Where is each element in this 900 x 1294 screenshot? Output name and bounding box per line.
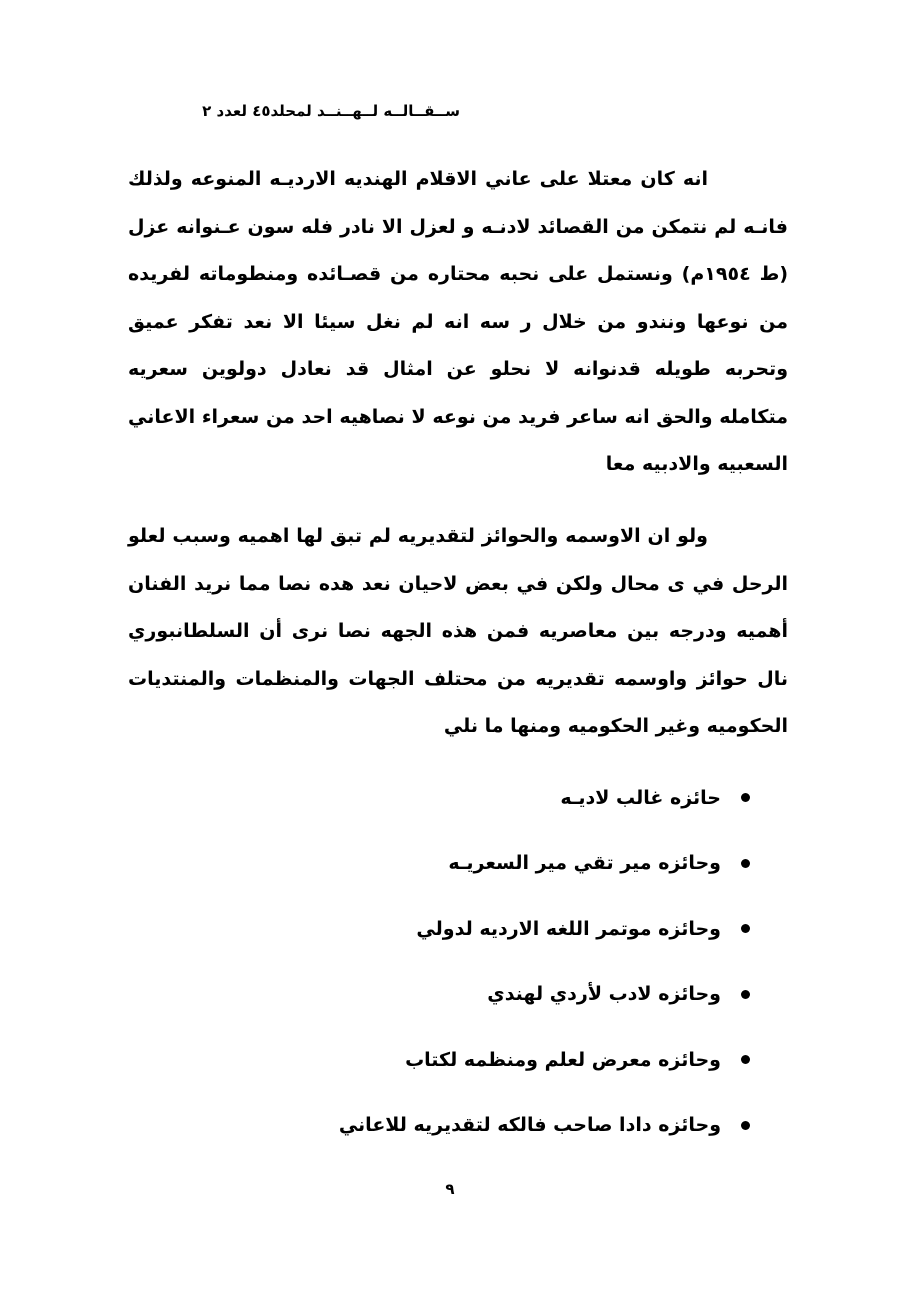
bullet-icon <box>741 1121 750 1130</box>
paragraph-1-text: انه كان معتلا على عاني الاقلام الهنديه الارديـه المنوعه ولذلك فانـه لم نتمكن من القصائد لادنـه و لعزل الا نادر فله سون عـنوانه عزل (ط ١٩٥٤م) ونستمل على نحبه محتاره من قصـائده ومنطوماته لفريده من نوعها ونندو من خلال ر سه انه لم نغل سيئا الا نعد تفكر عميق وتحربه طويله قدنوانه لا نحلو عن امثال قد نعادل دولوين سعريه متكامله والحق انه ساعر فريد من نوعه لا نصاهيه احد من سعراء الاعاني السعبيه والادبيه معا <box>128 168 788 475</box>
list-item-text: وحائزه موتمر اللغه الارديه لدولي <box>416 917 721 940</box>
paragraph-2 <box>128 513 788 751</box>
bullet-icon <box>741 1055 750 1064</box>
paragraph-1 <box>128 156 788 489</box>
list-item <box>150 896 750 962</box>
list-item-text: وحائزه لادب لأردي لهندي <box>487 983 721 1006</box>
bullet-icon <box>741 859 750 868</box>
running-header: ســقــالــه لــهــنــد لمحلد٤٥ لعدد ٢ <box>202 102 460 120</box>
bullet-icon <box>741 990 750 999</box>
list-item <box>150 1093 750 1159</box>
list-item <box>150 831 750 897</box>
list-item <box>150 765 750 831</box>
bullet-icon <box>741 924 750 933</box>
bullet-icon <box>741 793 750 802</box>
list-item-text: وحائزه مير تقي مير السعريـه <box>448 852 721 875</box>
list-item-text: وحائزه معرض لعلم ومنظمه لكتاب <box>405 1048 721 1071</box>
list-item <box>150 1027 750 1093</box>
awards-list <box>150 765 750 1158</box>
paragraph-2-text: ولو ان الاوسمه والحوائز لتقديريه لم تبق لها اهميه وسبب لعلو الرحل في ى محال ولكن في بعض لاحيان نعد هده نصا مما نريد الفنان أهميه ودرجه بين معاصريه فمن هذه الجهه نصا نرى أن السلطانبوري نال حوائز واوسمه تقديريه من محتلف الجهات والمنظمات والمنتديات الحكوميه وغير الحكوميه ومنها ما نلي <box>128 525 788 737</box>
page-number: ٩ <box>445 1180 455 1198</box>
list-item-text: وحائزه دادا صاحب فالكه لتقديريه للاعاني <box>338 1114 721 1137</box>
list-item <box>150 962 750 1028</box>
list-item-text: حائزه غالب لاديـه <box>560 786 721 809</box>
